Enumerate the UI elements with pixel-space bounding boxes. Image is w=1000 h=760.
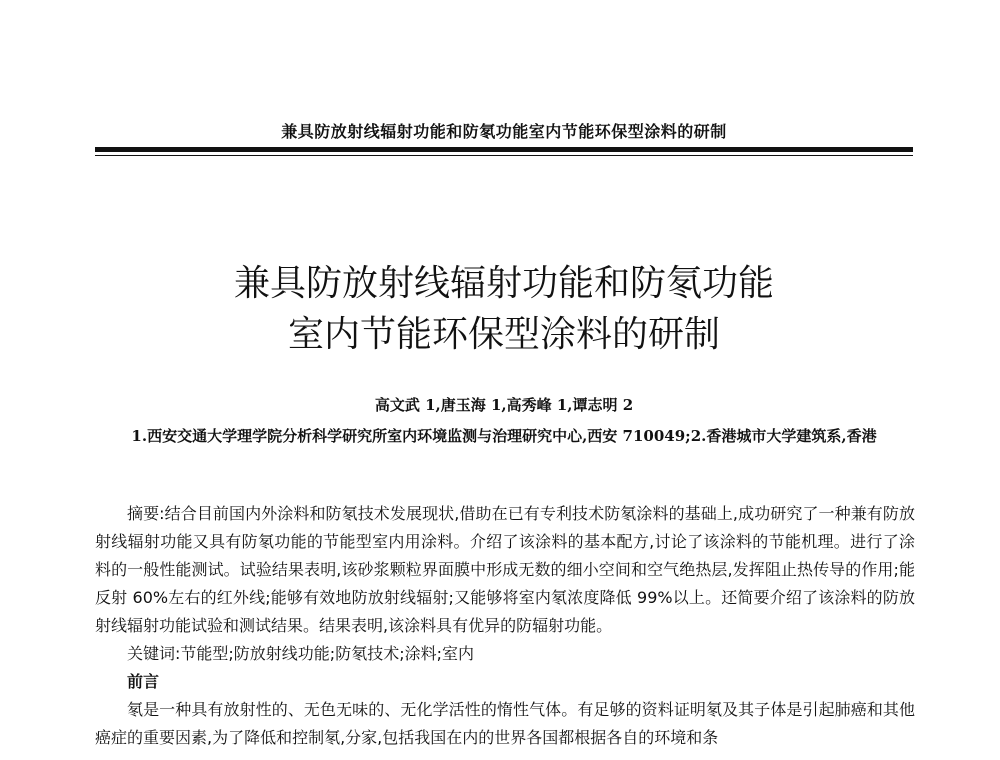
title-line-2: 室内节能环保型涂料的研制 — [287, 314, 720, 355]
section-title: 前言 — [127, 672, 160, 691]
affiliation: 1.西安交通大学理学院分析科学研究所室内环境监测与治理研究中心,西安 710049;2.香港城市大学建筑系,香港 — [131, 427, 877, 445]
keywords — [95, 640, 915, 668]
authors: 高文武 1,唐玉海 1,高秀峰 1,谭志明 2 — [374, 396, 634, 414]
abstract-text: 结合目前国内外涂料和防氡技术发展现状,借助在已有专利技术防氡涂料的基础上,成功研究了一种兼有防放射线辐射功能又具有防氡功能的节能型室内用涂料。介绍了该涂料的基本配方,讨论了该涂料的节能机理。进行了涂料的一般性能测试。试验结果表明,该砂浆颗粒界面膜中形成无数的细小空间和空气绝热层,发挥阻止热传导的作用;能反射 60%左右的红外线;能够有效地防放射线辐射;又能够将室内氡浓度降低 99%以上。还简要介绍了该涂料的防放射线辐射功能试验和测试结果。结果表明,该涂料具有优异的防辐射功能。 — [95, 504, 915, 635]
header-rule-thin — [95, 155, 913, 156]
paper-title — [95, 258, 913, 360]
keywords-text: 节能型;防放射线功能;防氡技术;涂料;室内 — [180, 644, 474, 663]
running-head: 兼具防放射线辐射功能和防氡功能室内节能环保型涂料的研制 — [281, 122, 727, 141]
body-text — [95, 500, 915, 752]
section-paragraph: 氡是一种具有放射性的、无色无味的、无化学活性的惰性气体。有足够的资料证明氡及其子体是引起肺癌和其他癌症的重要因素,为了降低和控制氡,分家,包括我国在内的世界各国都根据各自的环境和条 — [95, 700, 915, 747]
title-line-1: 兼具防放射线辐射功能和防氡功能 — [233, 263, 774, 304]
abstract-label: 摘要: — [127, 504, 165, 523]
abstract — [95, 500, 915, 640]
header-rule-thick — [95, 147, 913, 152]
keywords-label: 关键词: — [127, 644, 181, 663]
